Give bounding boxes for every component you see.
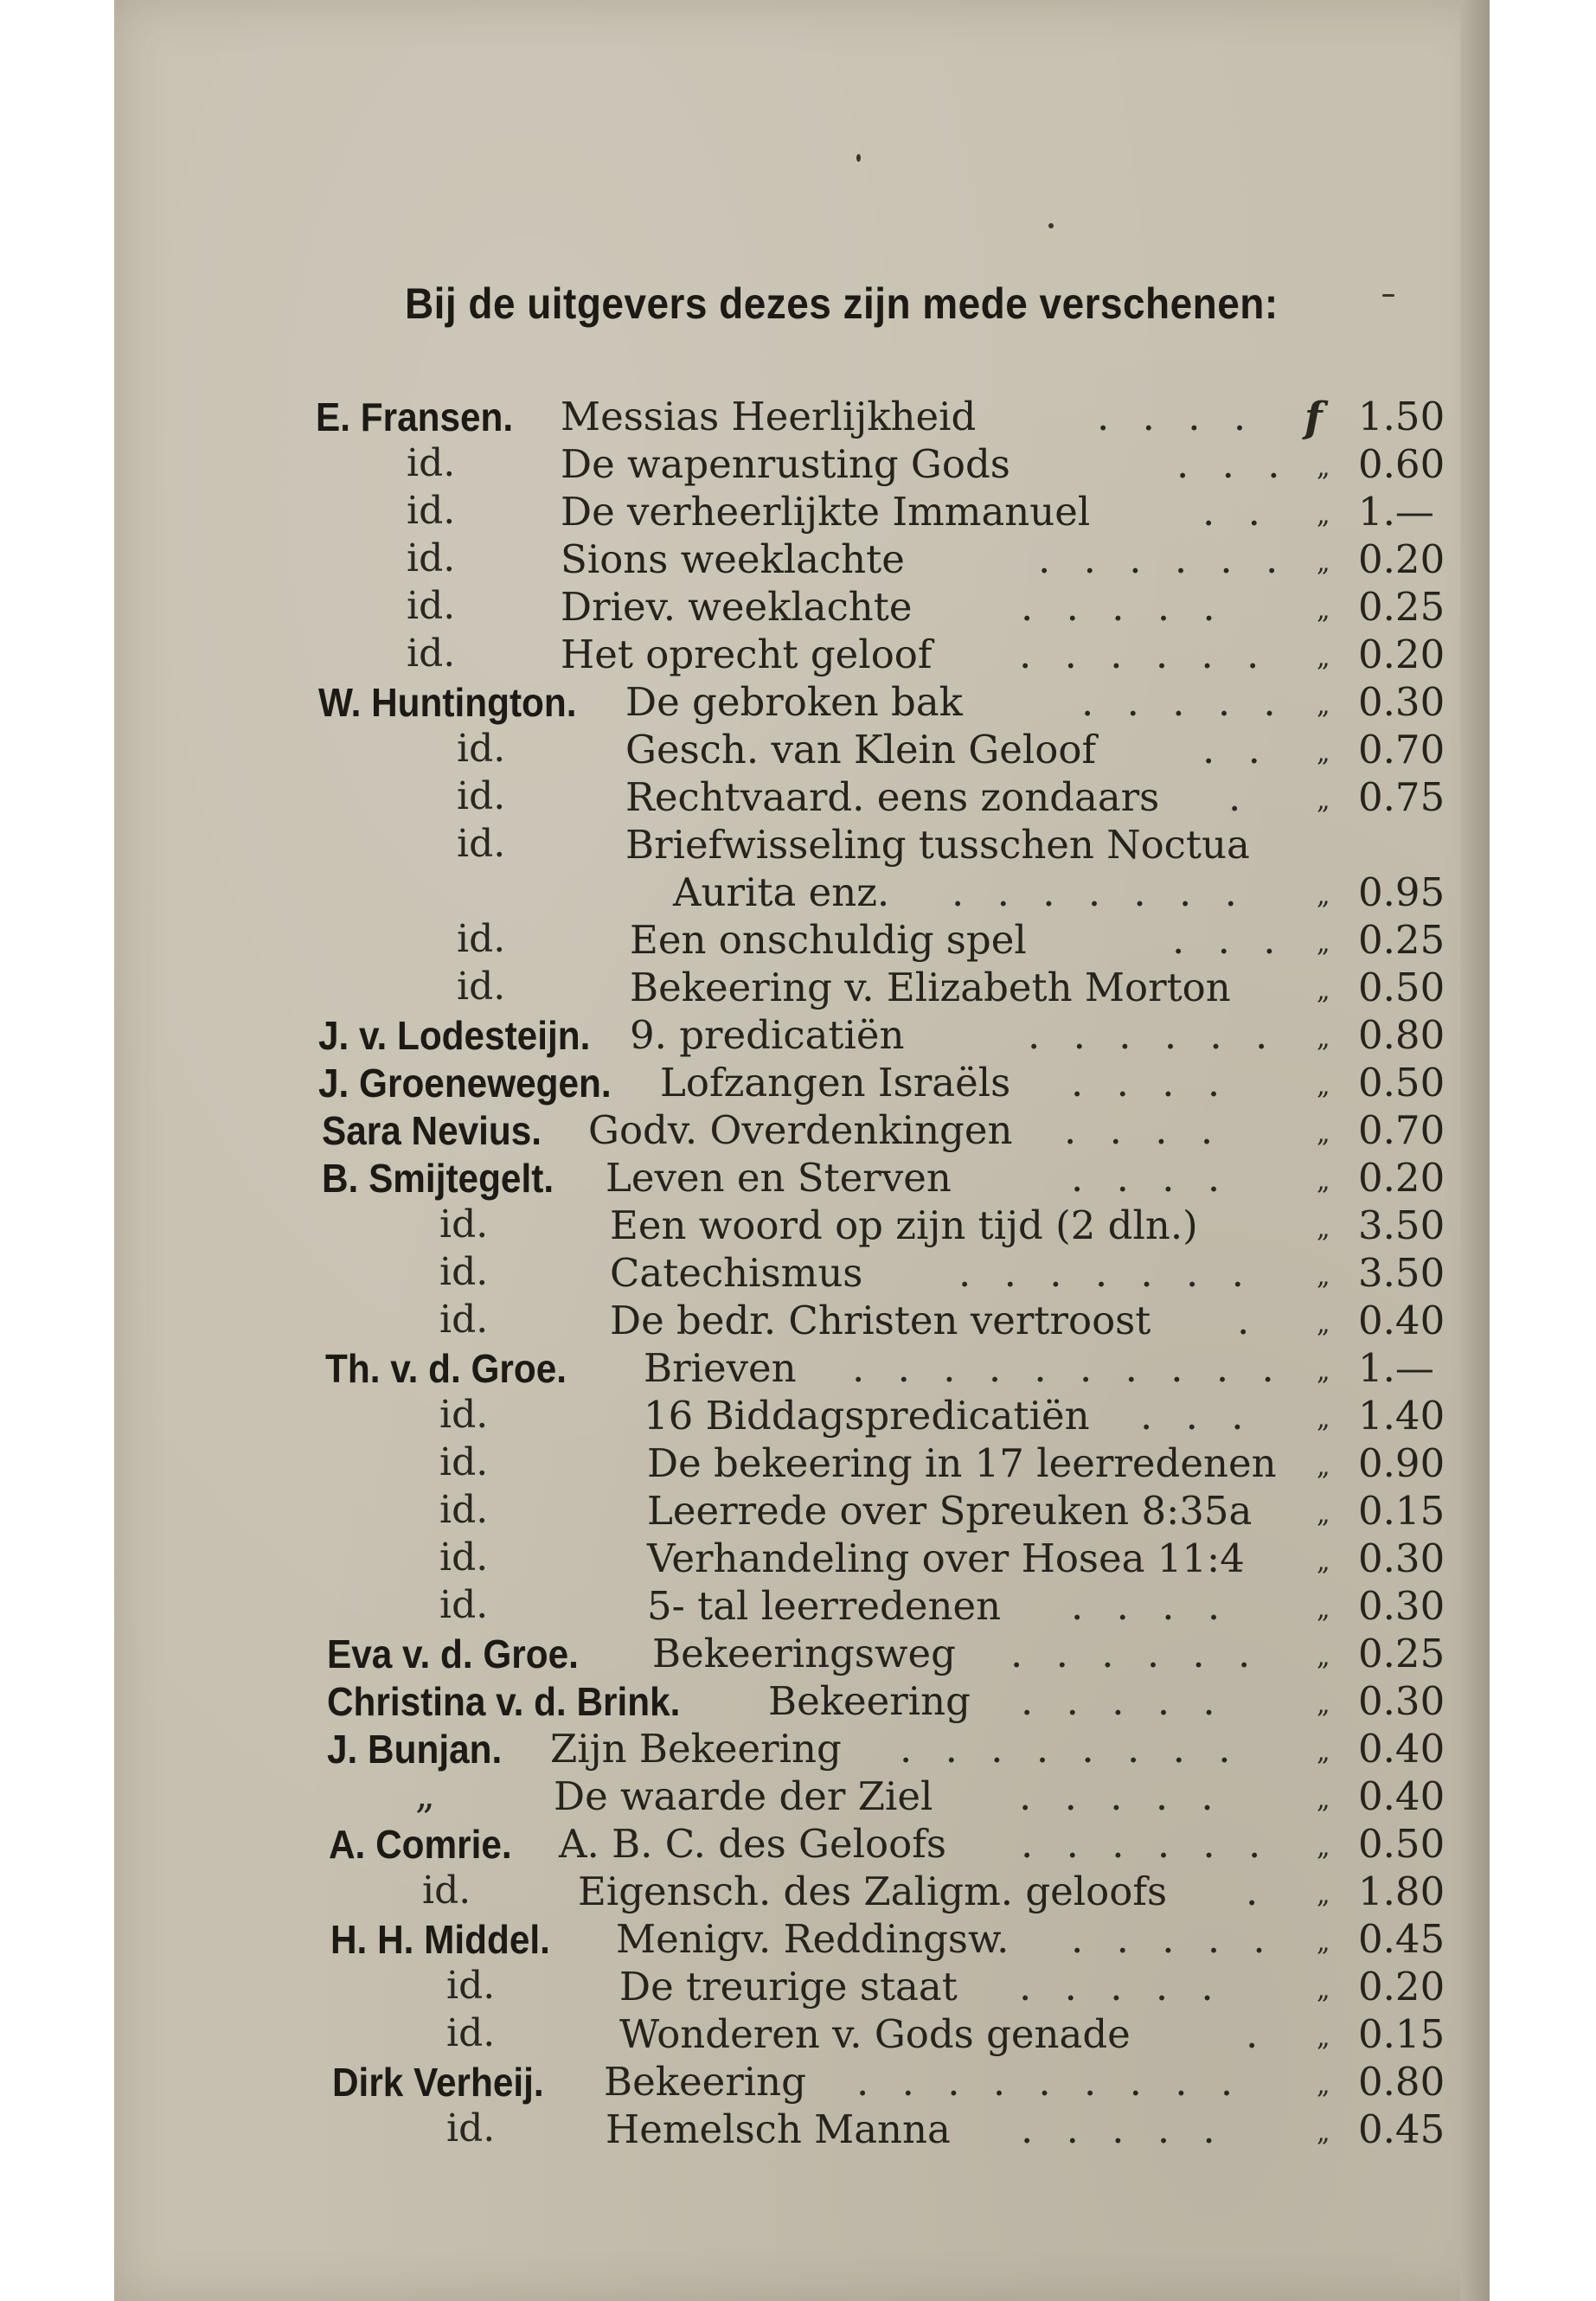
entry-title: Briefwisseling tusschen Noctua bbox=[625, 822, 1250, 868]
leader-dots: . bbox=[1246, 1868, 1269, 1914]
entry-title: Sions weeklachte bbox=[561, 536, 905, 582]
entry-author-ditto: id. bbox=[439, 1583, 489, 1627]
florin-symbol: f bbox=[1304, 394, 1323, 442]
entry-title: Lofzangen Israëls bbox=[660, 1060, 1011, 1106]
entry-title: Eigensch. des Zaligm. geloofs bbox=[578, 1868, 1168, 1914]
ditto-mark: „ bbox=[1317, 1261, 1330, 1292]
leader-dots: . . bbox=[1202, 489, 1271, 535]
entry-title: De bekeering in 17 leerredenen bbox=[647, 1440, 1277, 1486]
ditto-mark: „ bbox=[1317, 1214, 1330, 1244]
ditto-mark: „ bbox=[1317, 1880, 1330, 1910]
list-entry bbox=[0, 1440, 1596, 1489]
entry-title: 5- tal leerredenen bbox=[647, 1583, 1002, 1629]
entry-price: 0.50 bbox=[1358, 965, 1445, 1010]
list-entry bbox=[0, 1012, 1596, 1061]
ditto-mark: „ bbox=[1317, 738, 1330, 768]
ditto-mark: „ bbox=[1317, 2118, 1330, 2148]
entry-price: 1.— bbox=[1358, 1345, 1434, 1391]
entry-price: 0.15 bbox=[1358, 1488, 1445, 1534]
entry-price: 0.40 bbox=[1358, 1773, 1445, 1819]
list-entry bbox=[0, 2011, 1596, 2060]
entry-author: E. Fransen. bbox=[316, 394, 514, 439]
entry-price: 0.50 bbox=[1358, 1060, 1445, 1106]
ditto-mark: „ bbox=[1317, 2022, 1330, 2053]
entry-title: De verheerlijkte Immanuel bbox=[561, 489, 1091, 535]
ditto-mark: „ bbox=[1317, 1547, 1330, 1577]
ditto-mark: „ bbox=[1317, 548, 1330, 578]
list-entry bbox=[0, 1868, 1596, 1917]
entry-title: Een onschuldig spel bbox=[630, 917, 1027, 963]
entry-author: J. v. Lodesteijn. bbox=[318, 1013, 591, 1058]
list-entry bbox=[0, 1155, 1596, 1203]
entry-author: Th. v. d. Groe. bbox=[325, 1346, 567, 1391]
entry-title: Verhandeling over Hosea 11:4 bbox=[647, 1535, 1245, 1581]
entry-title: 9. predicatiën bbox=[630, 1012, 905, 1058]
ditto-mark: „ bbox=[1317, 1499, 1330, 1529]
entry-price: 0.70 bbox=[1358, 1107, 1445, 1153]
leader-dots: . . . . . bbox=[1071, 1916, 1276, 1962]
entry-author: Sara Nevius. bbox=[322, 1108, 542, 1153]
entry-price: 0.30 bbox=[1358, 1678, 1445, 1724]
entry-title: Gesch. van Klein Geloof bbox=[625, 727, 1097, 772]
entry-author-ditto: „ bbox=[415, 1773, 435, 1817]
entry-price: 0.80 bbox=[1358, 1012, 1445, 1058]
leader-dots: . . . . . . . bbox=[958, 1250, 1254, 1296]
entry-author-ditto: id. bbox=[446, 1964, 496, 2008]
list-entry bbox=[0, 1916, 1596, 1965]
leader-dots: . . . . . bbox=[1019, 1773, 1224, 1819]
entry-title: Leven en Sterven bbox=[606, 1155, 952, 1201]
entry-price: 0.25 bbox=[1358, 584, 1445, 630]
ditto-mark: „ bbox=[1317, 1594, 1330, 1625]
leader-dots: . . . . . bbox=[1019, 1964, 1224, 2009]
entry-title: Bekeeringsweg bbox=[652, 1631, 956, 1676]
ditto-mark: „ bbox=[1317, 1689, 1330, 1720]
leader-dots: . . . . . . . . . . bbox=[852, 1345, 1285, 1391]
entry-title: Een woord op zijn tijd (2 dln.) bbox=[610, 1202, 1198, 1248]
list-entry bbox=[0, 1107, 1596, 1156]
entry-author-ditto: id. bbox=[439, 1250, 489, 1294]
entry-price: 0.20 bbox=[1358, 1964, 1445, 2009]
entry-price: 1.40 bbox=[1358, 1393, 1445, 1439]
list-entry bbox=[0, 965, 1596, 1013]
ditto-mark: „ bbox=[1317, 1975, 1330, 2005]
entry-price: 0.15 bbox=[1358, 2011, 1445, 2057]
entry-author: Christina v. d. Brink. bbox=[327, 1679, 681, 1724]
leader-dots: . . . . bbox=[1071, 1060, 1231, 1106]
entry-price: 0.45 bbox=[1358, 1916, 1445, 1962]
ditto-mark: „ bbox=[1317, 1023, 1330, 1054]
ditto-mark: „ bbox=[1317, 452, 1330, 483]
entry-price: 0.90 bbox=[1358, 1440, 1445, 1486]
entry-title: 16 Biddagspredicatiën bbox=[644, 1393, 1090, 1439]
ditto-mark: „ bbox=[1317, 643, 1330, 673]
entry-author-ditto: id. bbox=[457, 822, 506, 866]
list-entry bbox=[0, 1250, 1596, 1298]
entry-title: De gebroken bak bbox=[625, 679, 963, 725]
entry-title: Menigv. Reddingsw. bbox=[616, 1916, 1010, 1962]
entry-price: 0.75 bbox=[1358, 774, 1445, 820]
list-entry bbox=[0, 727, 1596, 775]
entry-title: Godv. Overdenkingen bbox=[588, 1107, 1013, 1153]
entry-price: 3.50 bbox=[1358, 1250, 1445, 1296]
entry-author: B. Smijtegelt. bbox=[322, 1156, 554, 1201]
entry-title: Hemelsch Manna bbox=[606, 2106, 951, 2152]
list-entry bbox=[0, 1393, 1596, 1441]
leader-dots: . . . . bbox=[1097, 394, 1257, 439]
list-entry bbox=[0, 1773, 1596, 1822]
leader-dots: . . . . . . bbox=[1038, 536, 1289, 582]
entry-author-ditto: id. bbox=[407, 631, 456, 676]
entry-author: H. H. Middel. bbox=[330, 1917, 550, 1962]
leader-dots: . bbox=[1237, 1298, 1260, 1343]
entry-author: Dirk Verheij. bbox=[332, 2060, 544, 2105]
entry-author: J. Groenewegen. bbox=[318, 1061, 612, 1106]
entry-author-ditto: id. bbox=[439, 1298, 489, 1342]
entry-title: Brieven bbox=[644, 1345, 797, 1391]
list-entry bbox=[0, 1488, 1596, 1536]
leader-dots: . . . bbox=[1140, 1393, 1254, 1439]
entry-price: 0.45 bbox=[1358, 2106, 1445, 2152]
ditto-mark: „ bbox=[1317, 881, 1330, 911]
entry-author-ditto: id. bbox=[446, 2106, 496, 2150]
list-entry bbox=[0, 1631, 1596, 1679]
entry-price: 0.30 bbox=[1358, 679, 1445, 725]
leader-dots: . . . . . . . bbox=[952, 869, 1247, 915]
list-entry bbox=[0, 394, 1596, 442]
entry-author-ditto: id. bbox=[457, 727, 506, 771]
entry-author-ditto: id. bbox=[407, 584, 456, 628]
ditto-mark: „ bbox=[1317, 500, 1330, 530]
entry-author: Eva v. d. Groe. bbox=[327, 1631, 579, 1676]
entry-author: W. Huntington. bbox=[318, 680, 577, 725]
entry-title: Zijn Bekeering bbox=[550, 1726, 842, 1772]
entry-title: A. B. C. des Geloofs bbox=[559, 1821, 946, 1867]
ditto-mark: „ bbox=[1317, 595, 1330, 625]
entry-author-ditto: id. bbox=[439, 1440, 489, 1484]
ditto-mark: „ bbox=[1317, 690, 1330, 721]
entry-price: 0.20 bbox=[1358, 631, 1445, 677]
list-entry bbox=[0, 489, 1596, 537]
ditto-mark: „ bbox=[1317, 1785, 1330, 1815]
leader-dots: . . . . . bbox=[1021, 2106, 1226, 2152]
ditto-mark: „ bbox=[1317, 1118, 1330, 1149]
list-entry bbox=[0, 822, 1596, 870]
leader-dots: . . . . . . bbox=[1028, 1012, 1279, 1058]
leader-dots: . . . . . . bbox=[1010, 1631, 1261, 1676]
list-entry bbox=[0, 1726, 1596, 1774]
entry-price: 0.40 bbox=[1358, 1298, 1445, 1343]
entry-title: Het oprecht geloof bbox=[561, 631, 933, 677]
list-entry bbox=[0, 1678, 1596, 1727]
entry-price: 0.25 bbox=[1358, 1631, 1445, 1676]
list-entry bbox=[0, 631, 1596, 680]
entry-title: Messias Heerlijkheid bbox=[561, 394, 977, 439]
list-entry bbox=[0, 1202, 1596, 1251]
entry-author-ditto: id. bbox=[446, 2011, 496, 2055]
list-entry bbox=[0, 869, 1596, 918]
entry-title: Catechismus bbox=[610, 1250, 863, 1296]
ditto-mark: „ bbox=[1317, 785, 1330, 816]
leader-dots: . . . . . . bbox=[1021, 1821, 1272, 1867]
entry-price: 0.40 bbox=[1358, 1726, 1445, 1772]
entry-price: 0.30 bbox=[1358, 1583, 1445, 1629]
list-entry bbox=[0, 917, 1596, 965]
list-entry bbox=[0, 441, 1596, 490]
ditto-mark: „ bbox=[1317, 1737, 1330, 1767]
ditto-mark: „ bbox=[1317, 1071, 1330, 1101]
entry-title: Rechtvaard. eens zondaars bbox=[625, 774, 1160, 820]
list-entry bbox=[0, 584, 1596, 632]
list-entry bbox=[0, 1298, 1596, 1346]
entry-price: 1.50 bbox=[1358, 394, 1445, 439]
leader-dots: . . . . bbox=[1071, 1155, 1231, 1201]
ditto-mark: „ bbox=[1317, 2070, 1330, 2100]
entry-author-ditto: id. bbox=[439, 1202, 489, 1247]
list-entry bbox=[0, 1535, 1596, 1584]
leader-dots: . . . . . bbox=[1021, 584, 1226, 630]
leader-dots: . . . bbox=[1176, 441, 1291, 487]
entry-price: 3.50 bbox=[1358, 1202, 1445, 1248]
entry-price: 0.95 bbox=[1358, 869, 1445, 915]
leader-dots: . . . . . . . . bbox=[900, 1726, 1241, 1772]
ditto-mark: „ bbox=[1317, 1356, 1330, 1387]
entry-author: J. Bunjan. bbox=[327, 1727, 503, 1772]
leader-dots: . bbox=[1246, 2011, 1269, 2057]
entry-author-ditto: id. bbox=[422, 1868, 471, 1913]
entry-price: 0.60 bbox=[1358, 441, 1445, 487]
entry-title: Wonderen v. Gods genade bbox=[619, 2011, 1131, 2057]
entry-price: 0.80 bbox=[1358, 2059, 1445, 2105]
entry-author-ditto: id. bbox=[439, 1535, 489, 1580]
list-entry bbox=[0, 1821, 1596, 1869]
ditto-mark: „ bbox=[1317, 1927, 1330, 1958]
entry-price: 1.80 bbox=[1358, 1868, 1445, 1914]
entry-price: 1.— bbox=[1358, 489, 1434, 535]
entry-price: 0.50 bbox=[1358, 1821, 1445, 1867]
entry-title: De wapenrusting Gods bbox=[561, 441, 1010, 487]
page-heading: Bij de uitgevers dezes zijn mede verschenen: bbox=[405, 279, 1279, 328]
entry-author-ditto: id. bbox=[439, 1488, 489, 1532]
leader-dots: . . . . bbox=[1071, 1583, 1231, 1629]
entry-title: De waarde der Ziel bbox=[554, 1773, 933, 1819]
entry-author-ditto: id. bbox=[407, 536, 456, 580]
list-entry bbox=[0, 1964, 1596, 2012]
leader-dots: . . . . . bbox=[1081, 679, 1286, 725]
list-entry bbox=[0, 2106, 1596, 2155]
leader-dots: . . bbox=[1202, 727, 1271, 772]
list-entry bbox=[0, 1060, 1596, 1108]
entry-title: De treurige staat bbox=[619, 1964, 958, 2009]
list-entry bbox=[0, 1345, 1596, 1394]
entry-author-ditto: id. bbox=[457, 774, 506, 818]
entry-author-ditto: id. bbox=[457, 917, 506, 961]
entry-title: Leerrede over Spreuken 8:35a bbox=[647, 1488, 1253, 1534]
entry-title: Bekeering bbox=[604, 2059, 806, 2105]
leader-dots: . . . . . bbox=[1021, 1678, 1226, 1724]
entry-title: De bedr. Christen vertroost bbox=[610, 1298, 1151, 1343]
list-entry bbox=[0, 536, 1596, 585]
entry-title: Bekeering v. Elizabeth Morton bbox=[630, 965, 1231, 1010]
ditto-mark: „ bbox=[1317, 1642, 1330, 1672]
entry-author: A. Comrie. bbox=[329, 1822, 512, 1867]
entry-author-ditto: id. bbox=[439, 1393, 489, 1437]
entry-price: 0.25 bbox=[1358, 917, 1445, 963]
ditto-mark: „ bbox=[1317, 1404, 1330, 1434]
entry-price: 0.30 bbox=[1358, 1535, 1445, 1581]
leader-dots: . . . . . . . . . bbox=[856, 2059, 1244, 2105]
entry-title: Aurita enz. bbox=[673, 869, 890, 915]
entry-author-ditto: id. bbox=[407, 441, 456, 485]
ditto-mark: „ bbox=[1317, 1166, 1330, 1196]
list-entry bbox=[0, 2059, 1596, 2107]
ditto-mark: „ bbox=[1317, 1452, 1330, 1482]
entry-price: 0.70 bbox=[1358, 727, 1445, 772]
list-entry bbox=[0, 1583, 1596, 1631]
leader-dots: . . . . bbox=[1064, 1107, 1224, 1153]
entry-title: Bekeering bbox=[768, 1678, 971, 1724]
ditto-mark: „ bbox=[1317, 976, 1330, 1006]
ditto-mark: „ bbox=[1317, 1832, 1330, 1862]
leader-dots: . . . . . . bbox=[1019, 631, 1270, 677]
leader-dots: . bbox=[1228, 774, 1252, 820]
entry-author-ditto: id. bbox=[457, 965, 506, 1009]
entry-author-ditto: id. bbox=[407, 489, 456, 533]
entry-title: Driev. weeklachte bbox=[561, 584, 913, 630]
leader-dots: . . . bbox=[1172, 917, 1286, 963]
entry-price: 0.20 bbox=[1358, 536, 1445, 582]
ditto-mark: „ bbox=[1317, 928, 1330, 958]
list-entry bbox=[0, 679, 1596, 727]
entry-price: 0.20 bbox=[1358, 1155, 1445, 1201]
list-entry bbox=[0, 774, 1596, 823]
ditto-mark: „ bbox=[1317, 1309, 1330, 1339]
